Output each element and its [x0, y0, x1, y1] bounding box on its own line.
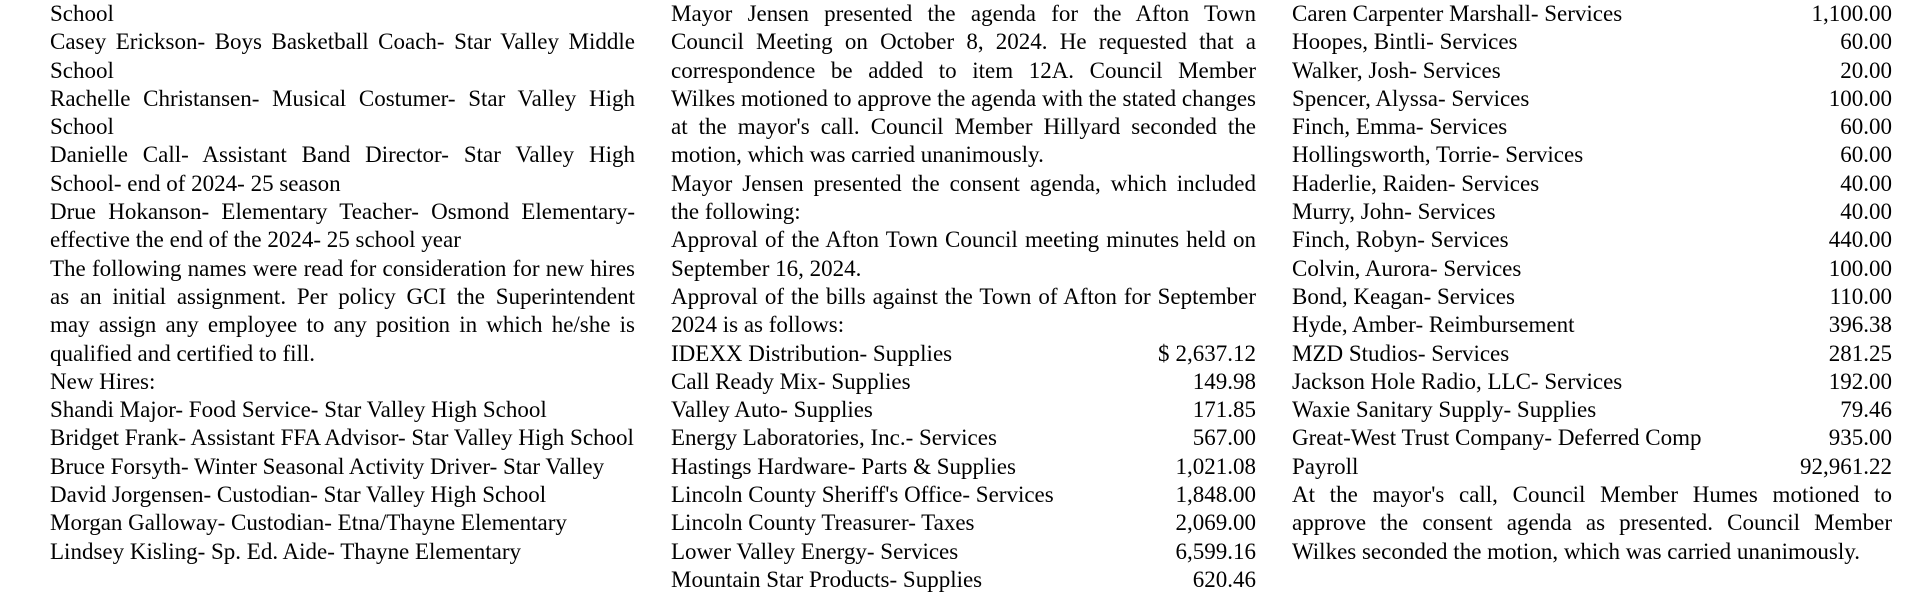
personnel-item: Casey Erickson- Boys Basketball Coach- Star Valley Middle School: [50, 29, 635, 83]
closing-paragraph: At the mayor's call, Council Member Humes motioned to approve the consent agenda as presented. Council Member Wilkes seconded the motion, which was carried unanimously.: [1292, 482, 1892, 564]
bills-approval-paragraph: Approval of the bills against the Town of Afton for September 2024 is as follows:: [671, 283, 1256, 338]
bill-row: [671, 453, 1256, 481]
personnel-item: Danielle Call- Assistant Band Director- Star Valley High School- end of 2024- 25 season: [50, 142, 635, 196]
bill-amount: 149.98: [1192, 368, 1256, 394]
consent-agenda-paragraph: Mayor Jensen presented the consent agenda, which included the following:: [671, 170, 1256, 225]
bill-payee: Haderlie, Raiden- Services: [1292, 170, 1540, 196]
minutes-approval-paragraph: Approval of the Afton Town Council meeting minutes held on September 16, 2024.: [671, 227, 1256, 281]
bill-amount: 60.00: [1840, 142, 1892, 168]
bill-payee: Jackson Hole Radio, LLC- Services: [1292, 368, 1623, 394]
bill-payee: Great-West Trust Company- Deferred Comp: [1292, 425, 1702, 451]
bill-row: [1292, 368, 1892, 396]
bill-amount: 281.25: [1828, 340, 1892, 366]
bill-payee: MZD Studios- Services: [1292, 340, 1510, 366]
bill-payee: Caren Carpenter Marshall- Services: [1292, 1, 1623, 26]
bill-payee: Energy Laboratories, Inc.- Services: [671, 425, 997, 451]
bill-amount: 171.85: [1192, 397, 1256, 423]
bill-row: [1292, 396, 1892, 424]
bill-row: [1292, 198, 1892, 226]
bill-payee: IDEXX Distribution- Supplies: [671, 340, 953, 366]
bill-amount: 1,848.00: [1175, 482, 1256, 508]
bill-amount: 100.00: [1828, 255, 1892, 281]
column-left: [50, 0, 635, 600]
bill-payee: Colvin, Aurora- Services: [1292, 255, 1522, 281]
bill-payee: Murry, John- Services: [1292, 199, 1496, 225]
bill-amount: 396.38: [1828, 312, 1892, 338]
bill-row: [1292, 113, 1892, 141]
bill-payee: Walker, Josh- Services: [1292, 57, 1501, 83]
bill-payee: Mountain Star Products- Supplies: [671, 566, 983, 592]
bill-row: [1292, 170, 1892, 198]
bill-payee: Hoopes, Bintli- Services: [1292, 29, 1518, 55]
column-middle: [671, 0, 1256, 600]
personnel-item: Morgan Galloway- Custodian- Etna/Thayne Elementary: [50, 510, 567, 536]
bill-amount: 620.46: [1192, 566, 1256, 592]
bill-row: [1292, 226, 1892, 254]
bill-row: [1292, 311, 1892, 339]
bill-row: [671, 368, 1256, 396]
bill-payee: Valley Auto- Supplies: [671, 397, 873, 423]
bill-row: [1292, 255, 1892, 283]
bill-payee: Payroll: [1292, 453, 1359, 479]
bill-payee: Hyde, Amber- Reimbursement: [1292, 312, 1575, 338]
personnel-item: Bruce Forsyth- Winter Seasonal Activity Driver- Star Valley: [50, 453, 605, 479]
bill-payee: Lincoln County Treasurer- Taxes: [671, 510, 975, 536]
meeting-narrative: [671, 0, 1256, 340]
bill-row: [671, 424, 1256, 452]
bill-amount: 20.00: [1840, 57, 1892, 83]
bill-payee: Call Ready Mix- Supplies: [671, 368, 911, 394]
bill-amount: 40.00: [1840, 199, 1892, 225]
bills-list-part2: [1292, 0, 1892, 481]
currency-symbol: $: [1158, 340, 1170, 366]
bill-row: [1292, 57, 1892, 85]
bill-row: [1292, 85, 1892, 113]
personnel-item: Bridget Frank- Assistant FFA Advisor- Star Valley High School: [50, 425, 634, 451]
bill-payee: Bond, Keagan- Services: [1292, 283, 1515, 309]
bill-payee: Lower Valley Energy- Services: [671, 538, 959, 564]
personnel-item: Rachelle Christansen- Musical Costumer- Star Valley High School: [50, 85, 635, 140]
bill-row: [671, 481, 1256, 509]
agenda-paragraph: Mayor Jensen presented the agenda for the Afton Town Council Meeting on October 8, 2024. He requested that a correspondence be added to item 12A. Council Member Wilkes motioned to approve the agenda with the stated changes at the mayor's call. Council Member Hillyard seconded the motion, which was carried unanimously.: [671, 1, 1256, 168]
bill-row: [1292, 453, 1892, 481]
bills-list-part1: [671, 340, 1256, 595]
bill-payee: Hollingsworth, Torrie- Services: [1292, 142, 1584, 168]
bill-payee: Finch, Robyn- Services: [1292, 227, 1509, 253]
bill-amount: 60.00: [1840, 29, 1892, 55]
bill-payee: Finch, Emma- Services: [1292, 114, 1508, 140]
bill-row: [671, 509, 1256, 537]
bill-amount: 100.00: [1828, 85, 1892, 111]
bill-row: [1292, 340, 1892, 368]
bill-row: [1292, 283, 1892, 311]
personnel-item: Shandi Major- Food Service- Star Valley High School: [50, 397, 547, 423]
bill-amount: 1,021.08: [1175, 453, 1256, 479]
bill-amount: 440.00: [1828, 227, 1892, 253]
bill-row: [1292, 141, 1892, 169]
bill-row: [671, 566, 1256, 594]
bill-amount: 2,069.00: [1175, 510, 1256, 536]
bill-amount: 92,961.22: [1800, 453, 1892, 479]
bill-amount: 60.00: [1840, 114, 1892, 140]
bill-payee: Hastings Hardware- Parts & Supplies: [671, 453, 1016, 479]
personnel-item: Drue Hokanson- Elementary Teacher- Osmond Elementary- effective the end of the 2024- 25 school year: [50, 199, 635, 253]
bill-amount: 79.46: [1840, 397, 1892, 423]
bill-amount: 40.00: [1840, 170, 1892, 196]
bill-amount: 1,100.00: [1811, 1, 1892, 26]
bill-amount: 192.00: [1828, 368, 1892, 394]
bill-payee: Waxie Sanitary Supply- Supplies: [1292, 397, 1597, 423]
bill-payee: Lincoln County Sheriff's Office- Services: [671, 482, 1054, 508]
personnel-list: [50, 0, 635, 566]
bill-row: [671, 340, 1256, 368]
bill-row: [1292, 28, 1892, 56]
bill-amount: 935.00: [1828, 425, 1892, 451]
bill-row: [1292, 0, 1892, 28]
personnel-item: School: [50, 1, 114, 26]
bill-amount: 6,599.16: [1175, 538, 1256, 564]
column-right: [1292, 0, 1892, 600]
policy-paragraph: The following names were read for consideration for new hires as an initial assignment. Per policy GCI the Superintendent may assign any employee to any position in which he/she is qualified and certified to fill.: [50, 255, 635, 366]
bill-row: [671, 538, 1256, 566]
bill-amount: $ 2,637.12: [1148, 340, 1256, 368]
bill-row: [1292, 424, 1892, 452]
personnel-item: David Jorgensen- Custodian- Star Valley High School: [50, 482, 547, 508]
bill-amount: 567.00: [1192, 425, 1256, 451]
bill-amount: 110.00: [1829, 283, 1892, 309]
bill-payee: Spencer, Alyssa- Services: [1292, 85, 1530, 111]
bill-row: [671, 396, 1256, 424]
new-hires-heading: New Hires:: [50, 368, 156, 394]
personnel-item: Lindsey Kisling- Sp. Ed. Aide- Thayne Elementary: [50, 538, 521, 564]
